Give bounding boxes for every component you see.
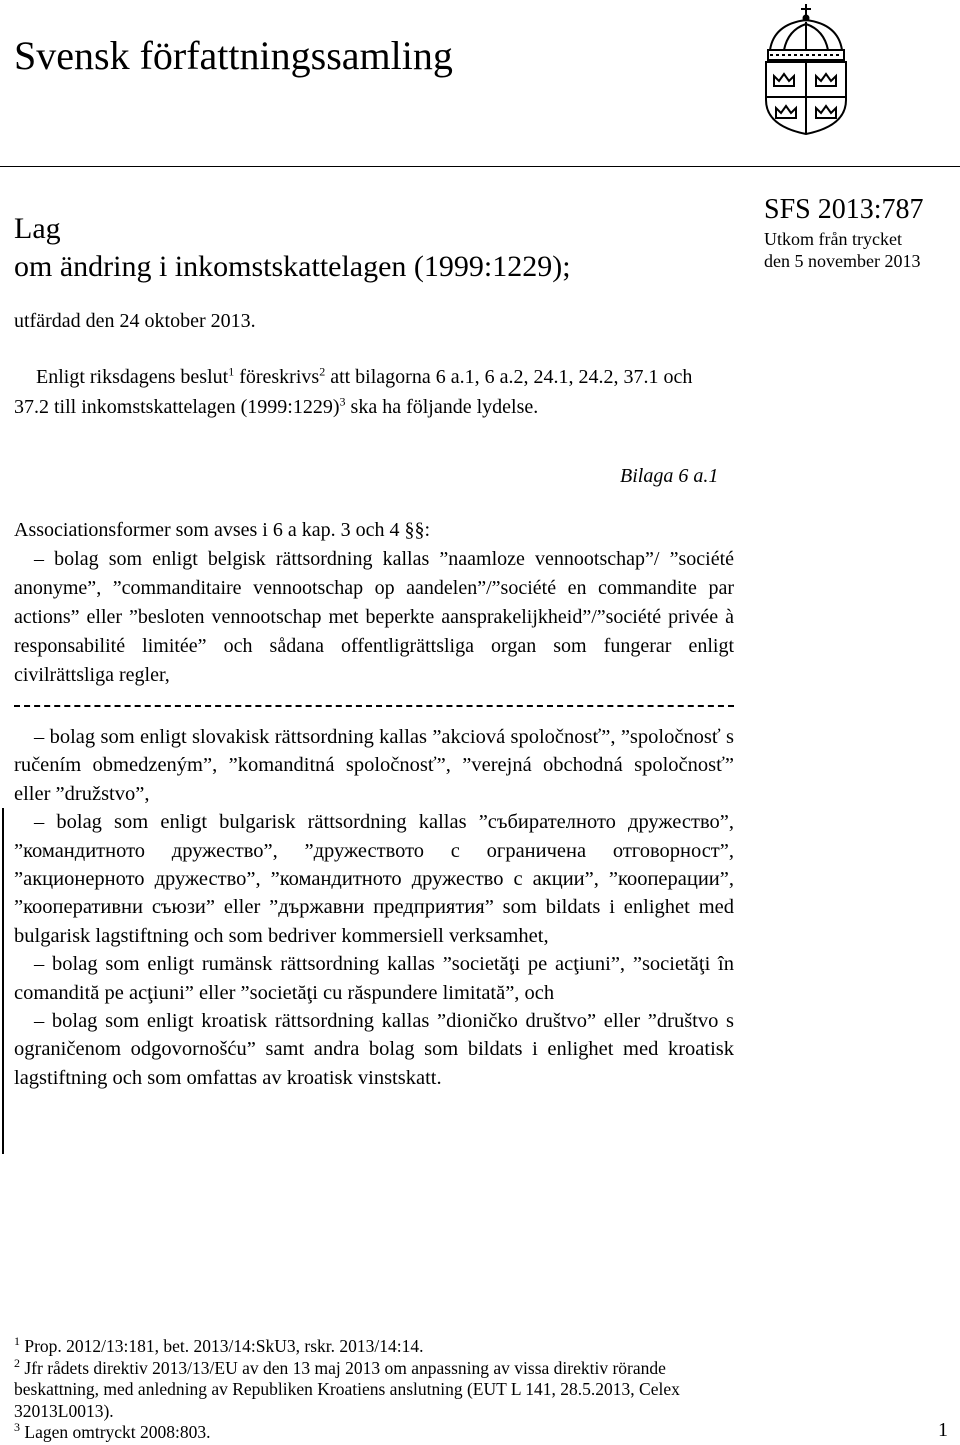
omission-dashed-line: [14, 705, 734, 707]
page-number: 1: [938, 1419, 948, 1441]
list-item-romanian: – bolag som enligt rumänsk rättsordning kallas ”societăţi pe acţiuni”, ”societăţi în comandită pe acţiuni” eller ”societăţi cu răspundere limitată”, och: [14, 953, 734, 1004]
footnote-text: Prop. 2012/13:181, bet. 2013/14:SkU3, rskr. 2013/14:14.: [20, 1336, 424, 1356]
list-item-slovak: – bolag som enligt slovakisk rättsordning kallas ”akciová spoločnosť”, ”spoločnosť s ručením obmedzeným”, ”komanditná spoločnosť”, ”verejná obchodná spoločnosť” eller ”družstvo”,: [14, 726, 734, 805]
list-item-croatian: – bolag som enligt kroatisk rättsordning kallas ”dioničko društvo” eller ”društvo s ograničenom odgovornošću” samt andra bolag som bildats i enlighet med kroatisk lagstiftning och som omfattas av kroatisk vinstskatt.: [14, 1010, 734, 1089]
change-bar: [2, 808, 4, 1154]
footnote-mark: 1: [14, 1334, 20, 1349]
issued-date: utfärdad den 24 oktober 2013.: [14, 310, 256, 332]
appendix-heading: Associationsformer som avses i 6 a kap. 3 och 4 §§:: [14, 519, 431, 541]
header-rule: [0, 166, 960, 167]
publication-title: Svensk författningssamling: [14, 33, 453, 78]
footnote: [14, 1422, 734, 1444]
intro-text-2: föreskrivs: [234, 366, 320, 388]
sfs-number: SFS 2013:787: [764, 194, 924, 225]
footnotes: [14, 1336, 734, 1444]
footnote-text: Jfr rådets direktiv 2013/13/EU av den 13 maj 2013 om anpassning av vissa direktiv rörande beskattning, med anledning av Republiken Kroatiens anslutning (EUT L 141, 28.5.2013, Celex 32013L0013).: [14, 1357, 680, 1421]
appendix-label: Bilaga 6 a.1: [620, 465, 719, 487]
intro-text-1: Enligt riksdagens beslut: [36, 366, 229, 388]
printed-line-1: Utkom från trycket: [764, 229, 902, 249]
law-title-line-1: Lag: [14, 212, 61, 245]
footnote-mark: 3: [14, 1420, 20, 1435]
sfs-block: [764, 192, 924, 272]
footnote-ref-2: 2: [319, 364, 326, 379]
amended-list: [14, 723, 734, 1092]
printed-line-2: den 5 november 2013: [764, 251, 921, 271]
list-item-belgian: – bolag som enligt belgisk rättsordning kallas ”naamloze vennootschap”/ ”société anonyme”, ”commanditaire vennootschap op aandelen”/”société en commandite par actions” eller ”besloten vennootschap met beperkte aansprakelijkheid”/”société privée à responsabilité limitée” och sådana offentligrättsliga organ som fungerar enligt civilrättsliga regler,: [14, 548, 734, 686]
law-title-line-2: om ändring i inkomstskattelagen (1999:1229);: [14, 250, 571, 283]
list-item-bulgarian: – bolag som enligt bulgarisk rättsordning kallas ”събирателното дружество”, ”командитното дружество”, ”дружеството с ограничена отговорност”, ”акционерното дружество”, ”командитното дружество с акции”, ”кооперации”, ”кооперативни съюзи” eller ”държавни предприятия” som bildats i enlighet med bulgarisk lagstiftning och som bedriver kommersiell verksamhet,: [14, 811, 734, 947]
appendix-body: [14, 516, 734, 690]
footnote-ref-1: 1: [228, 364, 235, 379]
footnote-text: Lagen omtryckt 2008:803.: [20, 1422, 211, 1442]
crown-three-crowns-crest-icon: [760, 2, 852, 136]
footnote-mark: 2: [14, 1355, 20, 1370]
intro-text-3: att bilagorna 6 a.1, 6 a.2, 24.1, 24.2, 37.1 och 37.2 till inkomstskattelagen (1999:1229): [14, 366, 693, 418]
law-title: [14, 210, 571, 286]
intro-paragraph: [14, 362, 720, 422]
footnote-ref-3: 3: [339, 394, 346, 409]
footnote: [14, 1355, 734, 1423]
footnote: [14, 1336, 734, 1358]
intro-text-4: ska ha följande lydelse.: [345, 396, 539, 418]
